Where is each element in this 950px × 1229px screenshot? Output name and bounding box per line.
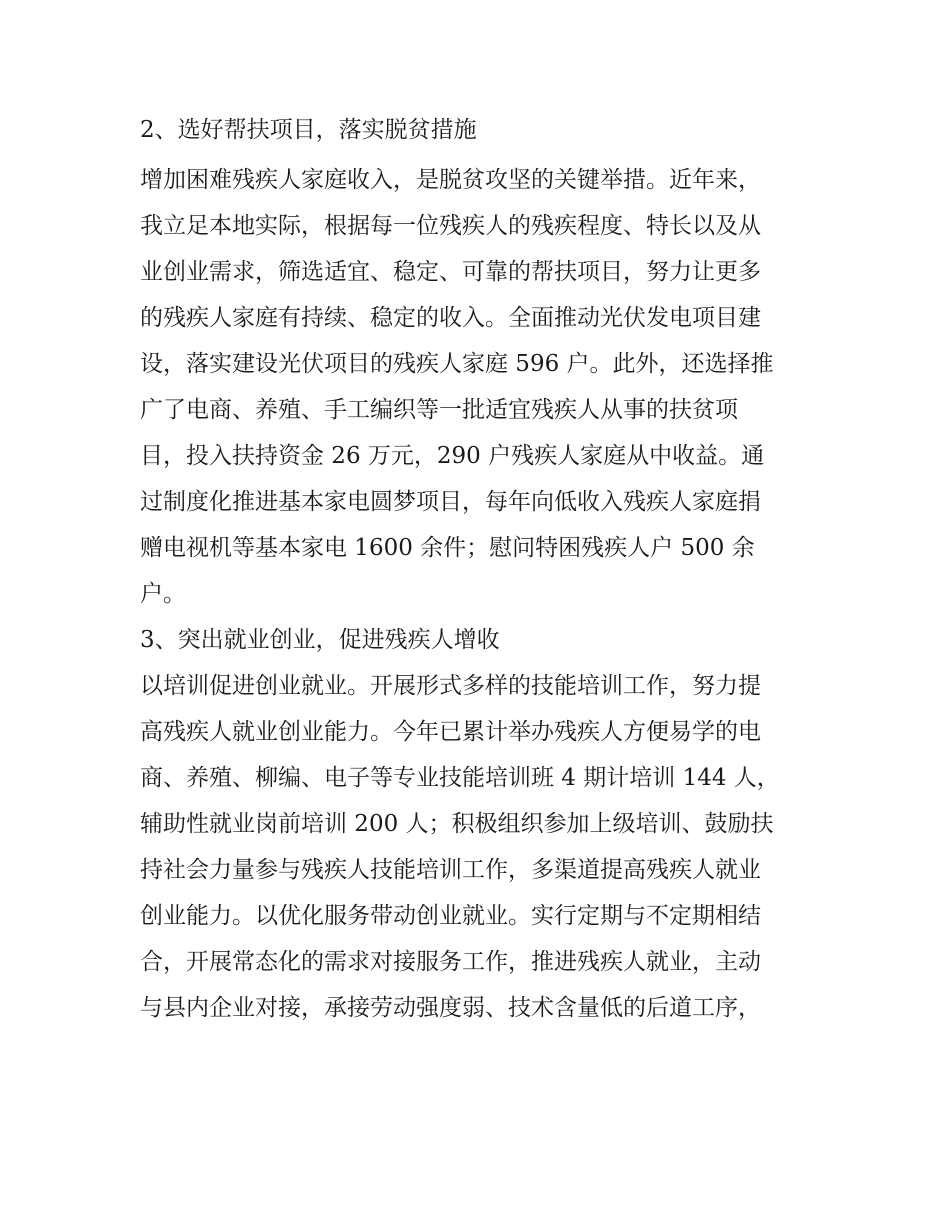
paragraph-line: 我立足本地实际，根据每一位残疾人的残疾程度、特长以及从: [140, 213, 761, 239]
paragraph-line: 的残疾人家庭有持续、稳定的收入。全面推动光伏发电项目建: [140, 305, 761, 331]
paragraph-line: 业创业需求，筛选适宜、稳定、可靠的帮扶项目，努力让更多: [140, 259, 761, 285]
paragraph-line: 增加困难残疾人家庭收入，是脱贫攻坚的关键举措。近年来，: [140, 167, 761, 193]
paragraph-line: 以培训促进创业就业。开展形式多样的技能培训工作，努力提: [140, 673, 761, 699]
paragraph-line: 高残疾人就业创业能力。今年已累计举办残疾人方便易学的电: [140, 719, 761, 745]
paragraph-line: 设，落实建设光伏项目的残疾人家庭 596 户。此外，还选择推: [140, 351, 774, 377]
paragraph-line: 户。: [140, 581, 186, 607]
paragraph-line: 创业能力。以优化服务带动创业就业。实行定期与不定期相结: [140, 903, 761, 929]
paragraph-line: 过制度化推进基本家电圆梦项目，每年向低收入残疾人家庭捐: [140, 489, 761, 515]
section-heading: 3、突出就业创业，促进残疾人增收: [140, 627, 500, 653]
paragraph-line: 目，投入扶持资金 26 万元，290 户残疾人家庭从中收益。通: [140, 443, 765, 469]
paragraph-line: 广了电商、养殖、手工编织等一批适宜残疾人从事的扶贫项: [140, 397, 738, 423]
section-heading: 2、选好帮扶项目，落实脱贫措施: [140, 117, 477, 143]
paragraph-line: 与县内企业对接，承接劳动强度弱、技术含量低的后道工序，: [140, 995, 761, 1021]
paragraph-line: 赠电视机等基本家电 1600 余件；慰问特困残疾人户 500 余: [140, 535, 755, 561]
paragraph-line: 商、养殖、柳编、电子等专业技能培训班 4 期计培训 144 人，: [140, 765, 780, 791]
paragraph-line: 辅助性就业岗前培训 200 人；积极组织参加上级培训、鼓励扶: [140, 811, 774, 837]
paragraph-line: 合，开展常态化的需求对接服务工作，推进残疾人就业，主动: [140, 949, 761, 975]
paragraph-line: 持社会力量参与残疾人技能培训工作，多渠道提高残疾人就业: [140, 857, 761, 883]
